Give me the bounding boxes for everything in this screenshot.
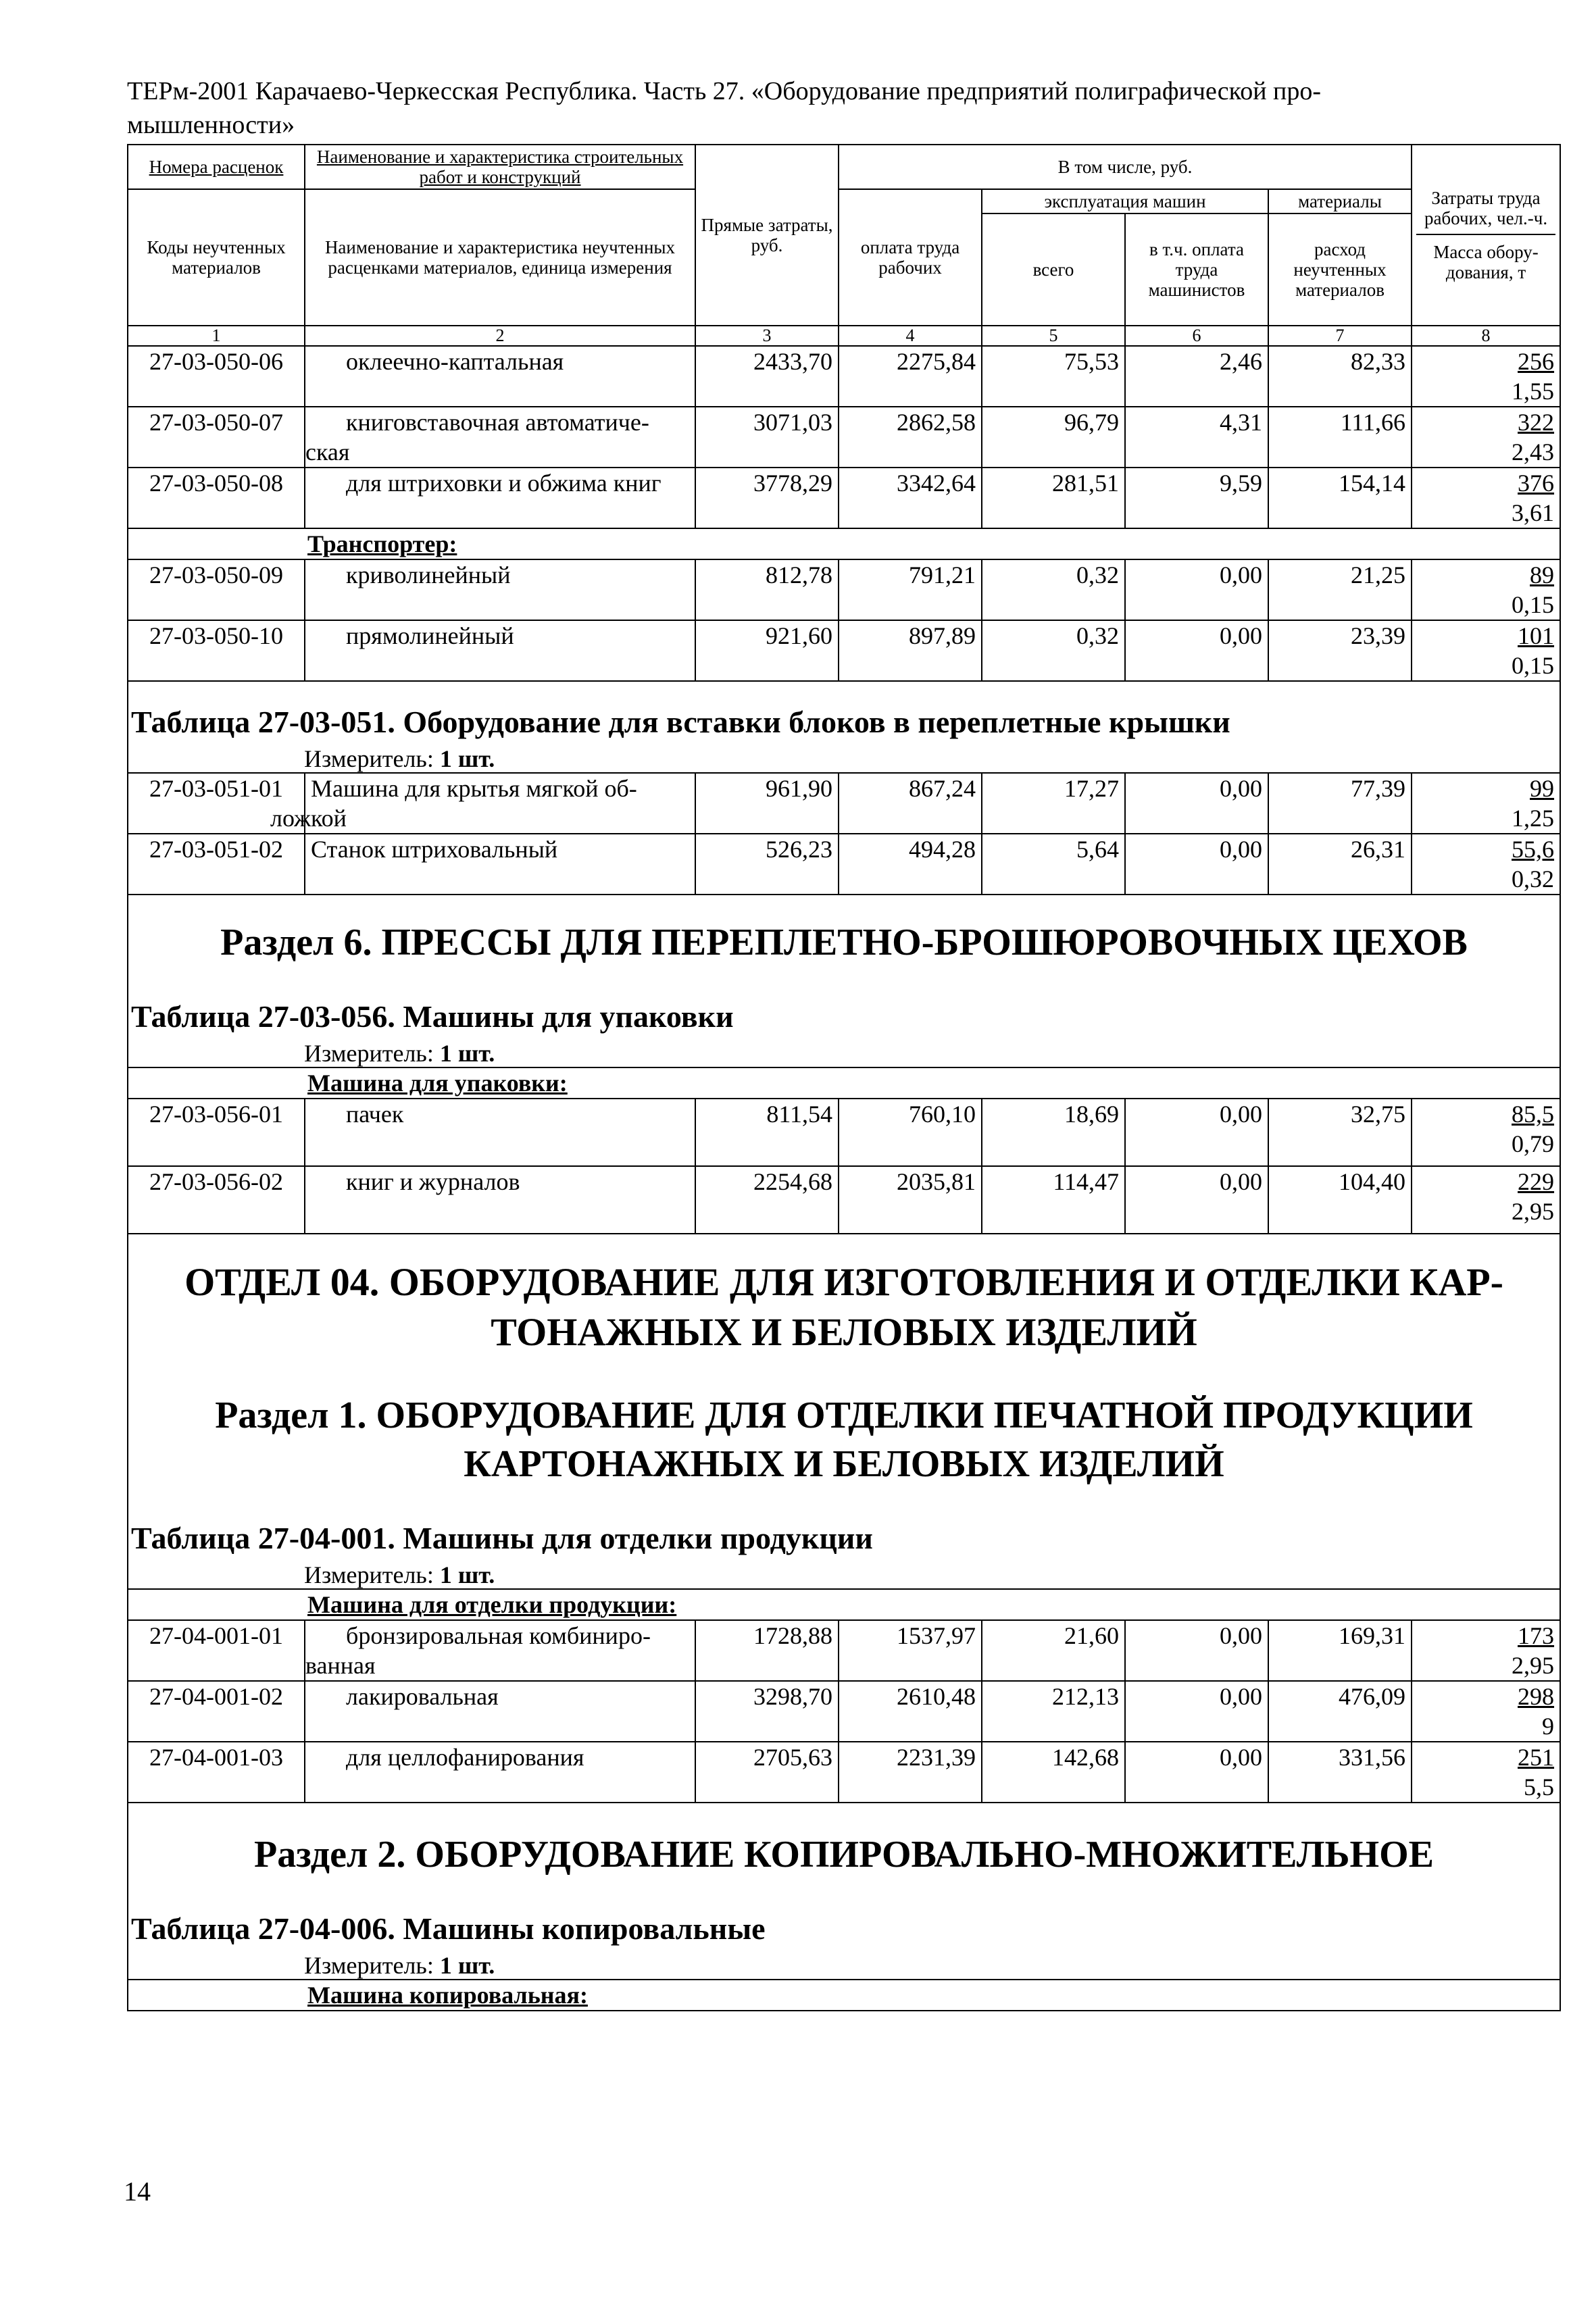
- table-row: [128, 620, 1560, 681]
- row-name-line: книг и журналов: [346, 1168, 520, 1195]
- department-title-line: ТОНАЖНЫХ И БЕЛОВЫХ ИЗДЕЛИЙ: [491, 1310, 1197, 1354]
- col-header-name-bottom: Наименование и характеристика неучтенных расценками материалов, единица измерения: [305, 189, 695, 326]
- row-name-line: оклеечно-каптальная: [346, 348, 564, 375]
- row-labour-pay: 1537,97: [839, 1620, 982, 1681]
- col-header-machines-total: всего: [982, 213, 1125, 326]
- row-labour-pay: 3342,64: [839, 468, 982, 528]
- row-materials: 26,31: [1268, 834, 1412, 895]
- row-code: 27-03-056-02: [128, 1166, 305, 1234]
- table-row: [128, 773, 1560, 834]
- row-code: 27-03-050-08: [128, 468, 305, 528]
- measure-label: Измеритель:: [304, 745, 434, 772]
- row-name-line: криволинейный: [346, 561, 511, 588]
- row-code: 27-04-001-03: [128, 1742, 305, 1803]
- measure-value: 1 шт.: [439, 1040, 495, 1067]
- table-row: [128, 346, 1560, 407]
- department-heading-cell: [128, 1234, 1560, 1589]
- row-name: [305, 468, 695, 528]
- row-code: 27-03-050-10: [128, 620, 305, 681]
- row-machines: 212,13: [982, 1681, 1125, 1742]
- row-direct: 921,60: [695, 620, 839, 681]
- row-machinists: 0,00: [1125, 1166, 1268, 1234]
- row-code: 27-03-051-01: [128, 773, 305, 834]
- group-row: [128, 528, 1560, 559]
- group-label: Машина копировальная:: [307, 1982, 588, 2009]
- row-name: [305, 834, 695, 895]
- measure-value: 1 шт.: [439, 745, 495, 772]
- row-mass: 0,15: [1512, 591, 1555, 618]
- department-title: [128, 1234, 1560, 1364]
- row-machinists: 0,00: [1125, 620, 1268, 681]
- row-labour-pay: 2035,81: [839, 1166, 982, 1234]
- row-labour-pay: 897,89: [839, 620, 982, 681]
- row-code: 27-03-051-02: [128, 834, 305, 895]
- row-name-line: для целлофанирования: [346, 1744, 584, 1771]
- measure-line: [128, 745, 1560, 772]
- row-labour-pay: 2275,84: [839, 346, 982, 407]
- table-title: Таблица 27-04-006. Машины копировальные: [131, 1911, 766, 1946]
- row-mass: 0,15: [1512, 652, 1555, 679]
- row-machinists: 0,00: [1125, 1742, 1268, 1803]
- row-labour-mass: [1412, 407, 1560, 468]
- row-machinists: 4,31: [1125, 407, 1268, 468]
- row-labour-mass: [1412, 468, 1560, 528]
- row-labour-mass: [1412, 346, 1560, 407]
- table-title: Таблица 27-04-001. Машины для отделки продукции: [131, 1521, 873, 1555]
- row-labour: 55,6: [1512, 836, 1555, 863]
- header-line-2: мышленности»: [127, 111, 295, 139]
- row-machinists: 0,00: [1125, 1099, 1268, 1166]
- row-direct: 3071,03: [695, 407, 839, 468]
- row-name-line: для штриховки и обжима книг: [346, 470, 662, 497]
- table-row: [128, 468, 1560, 528]
- measure-value: 1 шт.: [439, 1952, 495, 1979]
- section-title-line: Раздел 1. ОБОРУДОВАНИЕ ДЛЯ ОТДЕЛКИ ПЕЧАТНОЙ ПРОДУКЦИИ: [215, 1394, 1473, 1436]
- row-name: [270, 773, 695, 834]
- row-labour: 298: [1518, 1683, 1555, 1710]
- column-number: 3: [695, 326, 839, 346]
- group-label: Машина для упаковки:: [307, 1070, 568, 1097]
- row-name-line: книговставочная автоматиче-: [346, 409, 649, 436]
- row-labour-pay: 494,28: [839, 834, 982, 895]
- row-name: [305, 1099, 695, 1166]
- row-name: [305, 559, 695, 620]
- row-labour-mass: [1412, 620, 1560, 681]
- row-materials: 77,39: [1268, 773, 1412, 834]
- col-header-labour-top: Затраты труда рабочих, чел.-ч.: [1416, 188, 1555, 235]
- row-materials: 169,31: [1268, 1620, 1412, 1681]
- row-name-line: Станок штриховальный: [311, 836, 558, 863]
- row-labour-pay: 867,24: [839, 773, 982, 834]
- row-materials: 104,40: [1268, 1166, 1412, 1234]
- row-labour: 229: [1518, 1168, 1555, 1195]
- row-labour: 256: [1518, 348, 1555, 375]
- table-row: [128, 559, 1560, 620]
- group-label: Транспортер:: [307, 530, 457, 557]
- row-name: [305, 1620, 695, 1681]
- row-machines: 75,53: [982, 346, 1125, 407]
- table-heading: [128, 681, 1560, 773]
- row-direct: 2705,63: [695, 1742, 839, 1803]
- row-machines: 96,79: [982, 407, 1125, 468]
- row-labour: 376: [1518, 470, 1555, 497]
- col-header-labour-pay: оплата труда рабочих: [839, 189, 982, 326]
- column-number: 4: [839, 326, 982, 346]
- row-labour: 101: [1518, 622, 1555, 649]
- table-row: [128, 407, 1560, 468]
- table-title: Таблица 27-03-056. Машины для упаковки: [131, 999, 734, 1034]
- department-heading: [128, 1234, 1560, 1589]
- row-machinists: 0,00: [1125, 1620, 1268, 1681]
- table-row: [128, 1742, 1560, 1803]
- section-title-line: КАРТОНАЖНЫХ И БЕЛОВЫХ ИЗДЕЛИЙ: [464, 1443, 1224, 1485]
- row-name-line: ложкой: [270, 805, 347, 832]
- department-title-line: ОТДЕЛ 04. ОБОРУДОВАНИЕ ДЛЯ ИЗГОТОВЛЕНИЯ И ОТДЕЛКИ КАР-: [184, 1260, 1503, 1304]
- row-labour-mass: [1412, 834, 1560, 895]
- row-machines: 114,47: [982, 1166, 1125, 1234]
- page-header: [127, 74, 1478, 142]
- row-mass: 1,25: [1512, 805, 1555, 832]
- row-machinists: 9,59: [1125, 468, 1268, 528]
- row-labour: 85,5: [1512, 1101, 1555, 1128]
- price-table: [127, 144, 1561, 2011]
- table-body: [128, 346, 1560, 2011]
- group-row-cell: [128, 1067, 1560, 1099]
- row-name: [305, 620, 695, 681]
- measure-label: Измеритель:: [304, 1040, 434, 1067]
- table-head: [128, 145, 1560, 346]
- row-direct: 3298,70: [695, 1681, 839, 1742]
- table-row: [128, 1099, 1560, 1166]
- table-title: Таблица 27-03-051. Оборудование для вставки блоков в переплетные крышки: [131, 705, 1230, 739]
- row-name: [305, 407, 695, 468]
- row-machines: 17,27: [982, 773, 1125, 834]
- row-machinists: 0,00: [1125, 559, 1268, 620]
- group-row: [128, 1067, 1560, 1099]
- row-labour-mass: [1412, 1620, 1560, 1681]
- table-heading-cell: [128, 681, 1560, 773]
- col-header-labour: [1412, 145, 1560, 326]
- row-mass: 5,5: [1524, 1774, 1555, 1801]
- measure-label: Измеритель:: [304, 1952, 434, 1979]
- measure-label: Измеритель:: [304, 1561, 434, 1588]
- row-name-line: Машина для крытья мягкой об-: [311, 775, 637, 802]
- row-materials: 154,14: [1268, 468, 1412, 528]
- column-numbers-row: [128, 326, 1560, 346]
- col-header-material-use: расход неучтенных материалов: [1268, 213, 1412, 326]
- row-name-line: лакировальная: [346, 1683, 499, 1710]
- row-labour-pay: 2610,48: [839, 1681, 982, 1742]
- section-heading: [128, 1803, 1560, 1980]
- row-materials: 476,09: [1268, 1681, 1412, 1742]
- row-direct: 2433,70: [695, 346, 839, 407]
- row-labour-mass: [1412, 1742, 1560, 1803]
- header-line-1: ТЕРм-2001 Карачаево-Черкесская Республика. Часть 27. «Оборудование предприятий полиграфической про-: [127, 77, 1322, 105]
- row-machinists: 0,00: [1125, 773, 1268, 834]
- row-code: 27-03-050-09: [128, 559, 305, 620]
- row-mass: 0,32: [1512, 865, 1555, 892]
- row-materials: 82,33: [1268, 346, 1412, 407]
- row-machinists: 0,00: [1125, 1681, 1268, 1742]
- row-labour: 89: [1530, 561, 1555, 588]
- row-labour-mass: [1412, 559, 1560, 620]
- row-machines: 281,51: [982, 468, 1125, 528]
- row-labour: 322: [1518, 409, 1555, 436]
- group-row: [128, 1980, 1560, 2011]
- row-machines: 0,32: [982, 620, 1125, 681]
- row-mass: 2,95: [1512, 1652, 1555, 1679]
- column-number: 2: [305, 326, 695, 346]
- row-mass: 2,95: [1512, 1198, 1555, 1225]
- row-mass: 2,43: [1512, 438, 1555, 466]
- row-labour-mass: [1412, 1099, 1560, 1166]
- row-labour: 99: [1530, 775, 1555, 802]
- row-name-line: ванная: [305, 1652, 376, 1679]
- row-machinists: 2,46: [1125, 346, 1268, 407]
- row-labour-pay: 2862,58: [839, 407, 982, 468]
- group-row-cell: [128, 1980, 1560, 2011]
- page-number: 14: [124, 2176, 151, 2207]
- column-number: 1: [128, 326, 305, 346]
- row-machinists: 0,00: [1125, 834, 1268, 895]
- row-labour-pay: 760,10: [839, 1099, 982, 1166]
- row-direct: 1728,88: [695, 1620, 839, 1681]
- row-direct: 812,78: [695, 559, 839, 620]
- row-code: 27-03-056-01: [128, 1099, 305, 1166]
- group-row: [128, 1589, 1560, 1620]
- row-labour-pay: 2231,39: [839, 1742, 982, 1803]
- table-row: [128, 1620, 1560, 1681]
- row-mass: 0,79: [1512, 1130, 1555, 1157]
- row-code: 27-04-001-02: [128, 1681, 305, 1742]
- row-name: [305, 1166, 695, 1234]
- section-title: [128, 1364, 1560, 1502]
- row-direct: 811,54: [695, 1099, 839, 1166]
- col-header-codes-bottom: Коды неучтенных материалов: [128, 189, 305, 326]
- row-labour: 251: [1518, 1744, 1555, 1771]
- row-machines: 5,64: [982, 834, 1125, 895]
- row-direct: 3778,29: [695, 468, 839, 528]
- row-code: 27-04-001-01: [128, 1620, 305, 1681]
- table-row: [128, 1166, 1560, 1234]
- row-code: 27-03-050-07: [128, 407, 305, 468]
- col-header-direct: Прямые затраты, руб.: [695, 145, 839, 326]
- column-number: 8: [1412, 326, 1560, 346]
- row-materials: 331,56: [1268, 1742, 1412, 1803]
- row-labour: 173: [1518, 1622, 1555, 1649]
- group-row-cell: [128, 1589, 1560, 1620]
- table-row: [128, 1681, 1560, 1742]
- column-number: 5: [982, 326, 1125, 346]
- row-machines: 18,69: [982, 1099, 1125, 1166]
- row-mass: 1,55: [1512, 378, 1555, 405]
- measure-value: 1 шт.: [439, 1561, 495, 1588]
- section-heading-cell: [128, 895, 1560, 1067]
- section-heading-cell: [128, 1803, 1560, 1980]
- group-row-cell: [128, 528, 1560, 559]
- row-mass: 9: [1542, 1713, 1555, 1740]
- row-machines: 142,68: [982, 1742, 1125, 1803]
- row-name: [305, 1742, 695, 1803]
- row-machines: 21,60: [982, 1620, 1125, 1681]
- row-direct: 2254,68: [695, 1166, 839, 1234]
- section-heading: [128, 895, 1560, 1067]
- row-labour-mass: [1412, 1166, 1560, 1234]
- col-header-codes-top: Номера расценок: [128, 145, 305, 189]
- col-header-incl: В том числе, руб.: [839, 145, 1412, 189]
- row-name: [305, 1681, 695, 1742]
- group-label: Машина для отделки продукции:: [307, 1591, 677, 1618]
- row-mass: 3,61: [1512, 499, 1555, 526]
- row-direct: 526,23: [695, 834, 839, 895]
- row-machines: 0,32: [982, 559, 1125, 620]
- col-header-machines: эксплуатация машин: [982, 189, 1268, 213]
- row-name-line: прямолинейный: [346, 622, 514, 649]
- col-header-materials: материалы: [1268, 189, 1412, 213]
- row-materials: 23,39: [1268, 620, 1412, 681]
- measure-line: [128, 1952, 1560, 1979]
- row-direct: 961,90: [695, 773, 839, 834]
- col-header-mass: Масса обору-дования, т: [1433, 242, 1539, 282]
- table-row: [128, 834, 1560, 895]
- row-labour-mass: [1412, 1681, 1560, 1742]
- row-materials: 111,66: [1268, 407, 1412, 468]
- measure-line: [128, 1561, 1560, 1588]
- row-materials: 21,25: [1268, 559, 1412, 620]
- section-title: Раздел 6. ПРЕССЫ ДЛЯ ПЕРЕПЛЕТНО-БРОШЮРОВОЧНЫХ ЦЕХОВ: [220, 922, 1468, 963]
- col-header-machinists: в т.ч. оплата труда машинистов: [1125, 213, 1268, 326]
- col-header-name-top: Наименование и характеристика строительных работ и конструкций: [305, 145, 695, 189]
- row-name-line: бронзировальная комбиниро-: [346, 1622, 651, 1649]
- row-code: 27-03-050-06: [128, 346, 305, 407]
- measure-line: [128, 1040, 1560, 1067]
- column-number: 7: [1268, 326, 1412, 346]
- row-labour-mass: [1412, 773, 1560, 834]
- row-name-line: ская: [305, 438, 350, 466]
- column-number: 6: [1125, 326, 1268, 346]
- row-name: [305, 346, 695, 407]
- row-materials: 32,75: [1268, 1099, 1412, 1166]
- row-name-line: пачек: [346, 1101, 404, 1128]
- section-title: Раздел 2. ОБОРУДОВАНИЕ КОПИРОВАЛЬНО-МНОЖИТЕЛЬНОЕ: [254, 1834, 1434, 1876]
- row-labour-pay: 791,21: [839, 559, 982, 620]
